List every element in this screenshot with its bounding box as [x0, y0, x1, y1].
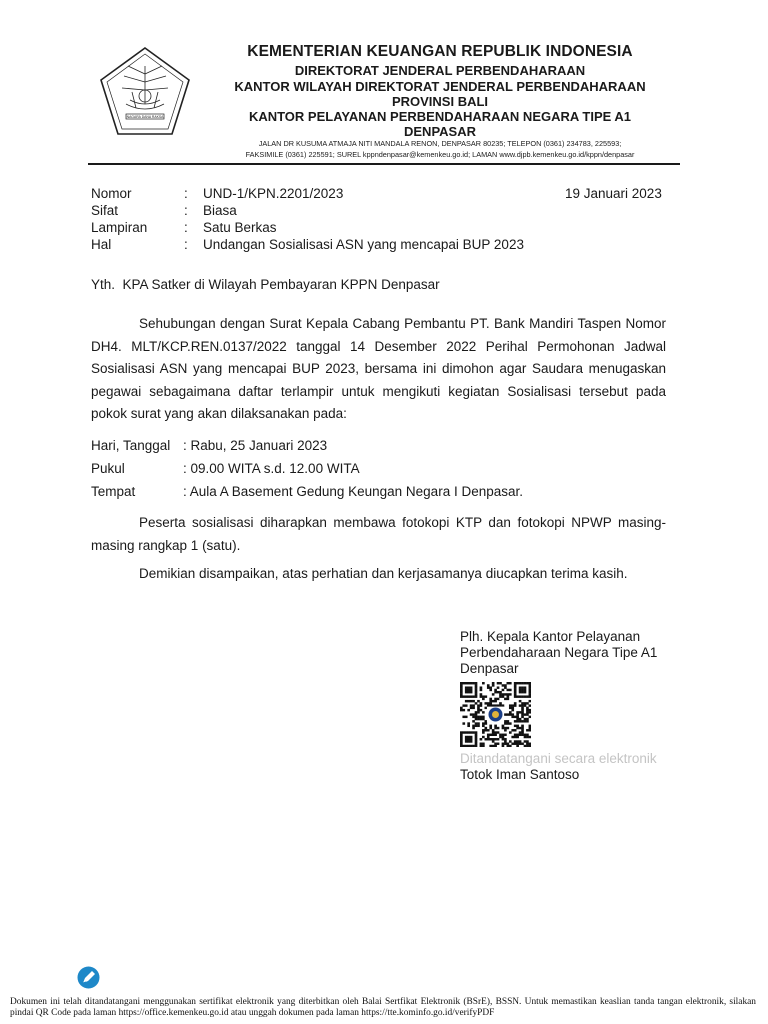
- city-name: DENPASAR: [404, 124, 476, 139]
- letter-date: 19 Januari 2023: [565, 186, 662, 201]
- meta-separator: :: [184, 186, 188, 201]
- schedule-label: Hari, Tanggal: [91, 438, 171, 453]
- meta-label: Hal: [91, 237, 112, 252]
- letterhead-divider: [88, 163, 680, 165]
- schedule-value: : Rabu, 25 Januari 2023: [183, 438, 328, 453]
- qr-code-icon: [460, 682, 531, 747]
- signatory-name: Totok Iman Santoso: [460, 767, 580, 782]
- signatory-title-line-1: Plh. Kepala Kantor Pelayanan: [460, 629, 641, 644]
- body-paragraph-2: Peserta sosialisasi diharapkan membawa fotokopi KTP dan fotokopi NPWP masing-masing rangkap 1 (satu).: [91, 515, 666, 553]
- regional-office-name: KANTOR WILAYAH DIREKTORAT JENDERAL PERBENDAHARAAN: [234, 79, 646, 94]
- schedule-value: : Aula A Basement Gedung Keungan Negara I Denpasar.: [183, 484, 523, 499]
- body-paragraph-3: Demikian disampaikan, atas perhatian dan kerjasamanya diucapkan terima kasih.: [139, 566, 628, 581]
- signatory-title-line-2: Perbendaharaan Negara Tipe A1: [460, 645, 658, 660]
- e-sign-note: Ditandatangani secara elektronik: [460, 751, 657, 766]
- ministry-name: KEMENTERIAN KEUANGAN REPUBLIK INDONESIA: [247, 43, 633, 60]
- directorate-name: DIREKTORAT JENDERAL PERBENDAHARAAN: [294, 63, 586, 78]
- kemenkeu-emblem-icon: [96, 44, 194, 142]
- meta-value: Undangan Sosialisasi ASN yang mencapai BUP 2023: [203, 237, 524, 252]
- meta-separator: :: [184, 203, 188, 218]
- footer-disclaimer: Dokumen ini telah ditandatangani menggunakan sertifikat elektronik yang diterbitkan oleh Balai Sertfikat Elektronik (BSrE), BSSN. Untuk memastikan keaslian tanda tangan elektronik, silakan pindai QR Code pada laman https://office.kemenkeu.go.id atau unggah dokumen pada laman https://tte.kominfo.go.id/verifyPDF: [10, 997, 756, 1018]
- bsre-pen-icon: [77, 966, 100, 989]
- address-line-2: FAKSIMILE (0361) 225591; SUREL kppndenpasar@kemenkeu.go.id; LAMAN www.djpb.kemenkeu.go.id/kppn/denpasar: [245, 150, 635, 159]
- address-line-1: JALAN DR KUSUMA ATMAJA NITI MANDALA RENON, DENPASAR 80235; TELEPON (0361) 234783, 225593;: [258, 139, 622, 148]
- recipient-line: Yth. KPA Satker di Wilayah Pembayaran KPPN Denpasar: [91, 277, 440, 292]
- schedule-label: Pukul: [91, 461, 125, 476]
- svg-text:NAGARA DANA RAKSA: NAGARA DANA RAKSA: [126, 115, 164, 119]
- body-paragraph-1: Sehubungan dengan Surat Kepala Cabang Pembantu PT. Bank Mandiri Taspen Nomor DH4. MLT/KCP.REN.0137/2022 tanggal 14 Desember 2022 Perihal Permohonan Jadwal Sosialisasi ASN yang mencapai BUP 2023, bersama ini dimohon agar Saudara menugaskan pegawai sebagaimana daftar terlampir untuk mengikuti kegiatan Sosialisasi tersebut pada pokok surat yang akan dilaksanakan pada:: [91, 316, 666, 421]
- province-name: PROVINSI BALI: [391, 94, 489, 109]
- meta-separator: :: [184, 220, 188, 235]
- meta-label: Lampiran: [91, 220, 148, 235]
- meta-value: Satu Berkas: [203, 220, 277, 235]
- schedule-value: : 09.00 WITA s.d. 12.00 WITA: [183, 461, 360, 476]
- schedule-label: Tempat: [91, 484, 136, 499]
- meta-value: UND-1/KPN.2201/2023: [203, 186, 344, 201]
- meta-label: Sifat: [91, 203, 119, 218]
- meta-value: Biasa: [203, 203, 237, 218]
- meta-separator: :: [184, 237, 188, 252]
- service-office-name: KANTOR PELAYANAN PERBENDAHARAAN NEGARA TIPE A1: [248, 109, 632, 124]
- signatory-title-line-3: Denpasar: [460, 661, 519, 676]
- meta-label: Nomor: [91, 186, 132, 201]
